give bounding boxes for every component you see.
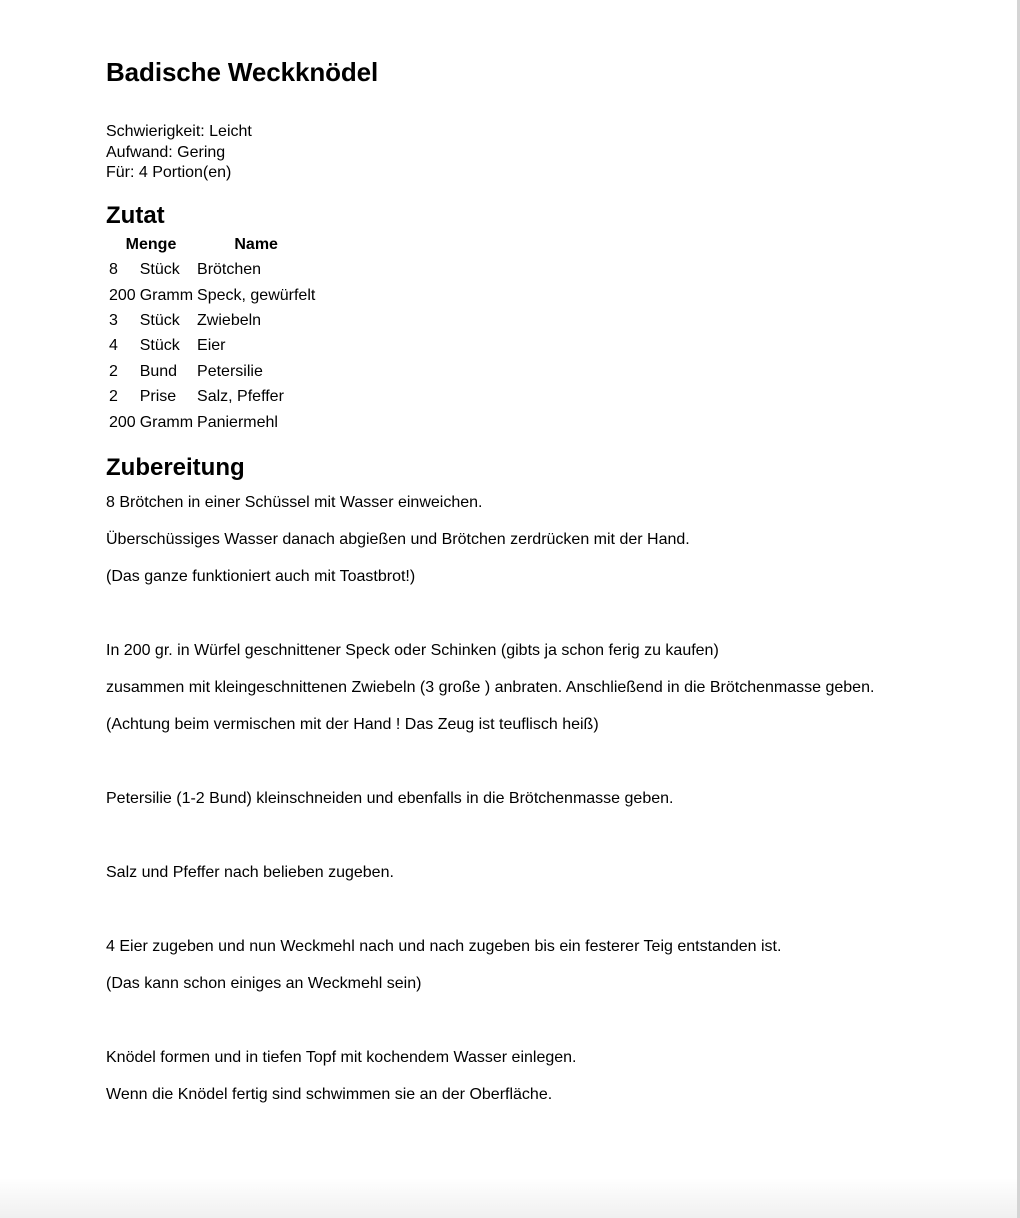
ingredients-header-row <box>108 232 316 258</box>
ingredient-unit: Gramm <box>139 286 194 304</box>
ingredient-qty: 2 <box>109 362 118 380</box>
ingredient-name: Speck, gewürfelt <box>197 286 316 304</box>
ingredient-qty: 200 <box>109 413 136 431</box>
ingredient-name: Salz, Pfeffer <box>197 388 284 406</box>
page-bottom-shadow <box>0 1178 1017 1218</box>
step-paragraph: (Das ganze funktioniert auch mit Toastbrot!) <box>106 568 416 586</box>
ingredients-table <box>106 232 318 436</box>
ingredient-unit: Prise <box>139 388 177 406</box>
ingredient-unit: Stück <box>139 337 180 355</box>
ingredient-row <box>108 308 316 333</box>
ingredient-name: Brötchen <box>197 261 262 279</box>
ingredient-name: Paniermehl <box>197 413 278 431</box>
ingredient-row <box>108 410 316 435</box>
ingredient-name: Zwiebeln <box>197 311 262 329</box>
ingredient-qty: 3 <box>109 311 118 329</box>
step-paragraph: zusammen mit kleingeschnittenen Zwiebeln (3 große ) anbraten. Anschließend in die Brötchenmasse geben. <box>106 679 875 697</box>
recipe-title: Badische Weckknödel <box>106 57 379 87</box>
step-paragraph: (Achtung beim vermischen mit der Hand ! Das Zeug ist teuflisch heiß) <box>106 716 599 734</box>
ingredient-qty: 2 <box>109 388 118 406</box>
step-paragraph: In 200 gr. in Würfel geschnittener Speck oder Schinken (gibts ja schon ferig zu kaufen) <box>106 642 719 660</box>
blank-paragraph <box>106 900 986 920</box>
ingredient-row <box>108 283 316 308</box>
ingredient-unit: Bund <box>139 362 178 380</box>
difficulty-text: Schwierigkeit: Leicht <box>106 123 252 140</box>
servings-text: Für: 4 Portion(en) <box>106 164 232 181</box>
ingredients-heading: Zutat <box>106 201 165 229</box>
preparation-heading: Zubereitung <box>106 454 245 482</box>
step-paragraph: (Das kann schon einiges an Weckmehl sein) <box>106 975 422 993</box>
step-paragraph: Petersilie (1-2 Bund) kleinschneiden und ebenfalls in die Brötchenmasse geben. <box>106 790 674 808</box>
preparation-steps <box>106 493 986 1105</box>
ingredient-row <box>108 359 316 384</box>
step-paragraph: Überschüssiges Wasser danach abgießen und Brötchen zerdrücken mit der Hand. <box>106 531 690 549</box>
ingredient-name: Eier <box>197 337 226 355</box>
blank-paragraph <box>106 604 986 624</box>
column-header-amount: Menge <box>125 235 177 253</box>
ingredient-unit: Stück <box>139 311 180 329</box>
recipe-meta <box>106 122 986 184</box>
blank-paragraph <box>106 752 986 772</box>
ingredient-unit: Gramm <box>139 413 194 431</box>
ingredient-row <box>108 258 316 283</box>
step-paragraph: 4 Eier zugeben und nun Weckmehl nach und nach zugeben bis ein festerer Teig entstanden ist. <box>106 938 782 956</box>
effort-text: Aufwand: Gering <box>106 143 226 161</box>
column-header-name: Name <box>234 235 278 253</box>
step-paragraph: Salz und Pfeffer nach belieben zugeben. <box>106 864 394 882</box>
ingredient-qty: 4 <box>109 337 118 355</box>
step-paragraph: 8 Brötchen in einer Schüssel mit Wasser einweichen. <box>106 494 483 512</box>
step-paragraph: Knödel formen und in tiefen Topf mit kochendem Wasser einlegen. <box>106 1049 577 1067</box>
ingredient-row <box>108 384 316 409</box>
ingredient-unit: Stück <box>139 261 180 279</box>
ingredient-name: Petersilie <box>197 362 263 380</box>
ingredient-qty: 200 <box>109 286 136 304</box>
ingredient-qty: 8 <box>109 261 118 279</box>
blank-paragraph <box>106 826 986 846</box>
recipe-document <box>106 56 986 1122</box>
ingredient-row <box>108 334 316 359</box>
blank-paragraph <box>106 1011 986 1031</box>
step-paragraph: Wenn die Knödel fertig sind schwimmen sie an der Oberfläche. <box>106 1086 553 1104</box>
